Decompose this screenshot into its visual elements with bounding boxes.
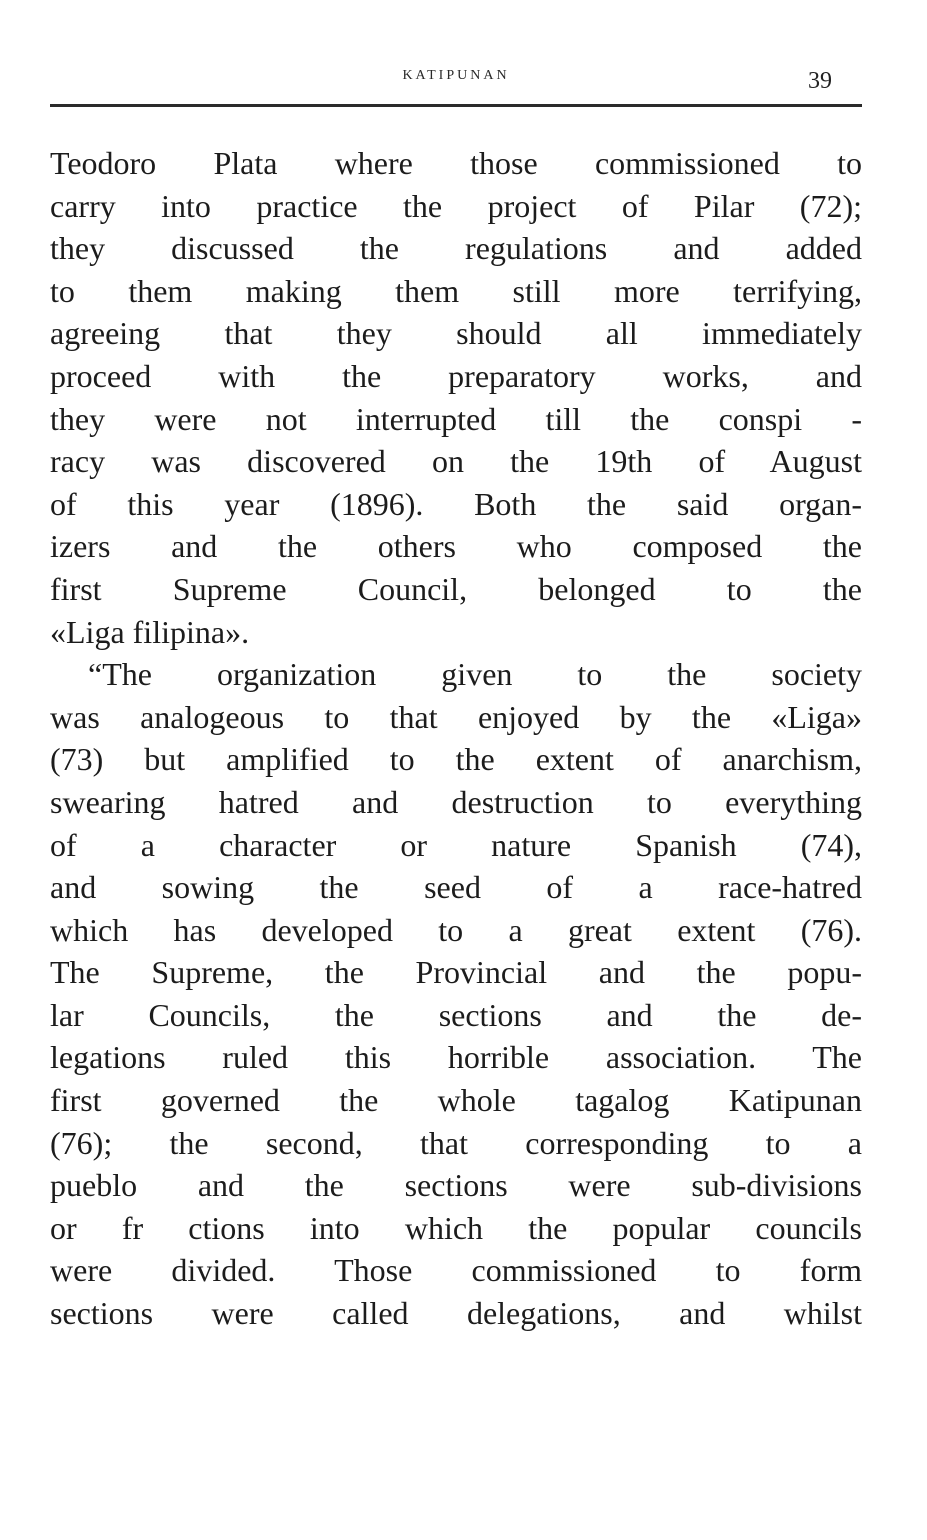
text-line: first governed the whole tagalog Katipunan (50, 1082, 862, 1119)
text-line: lar Councils, the sections and the de- (50, 996, 862, 1033)
page-number: 39 (808, 68, 832, 94)
text-line: “The organization given to the society (88, 656, 862, 693)
text-line: of this year (1896). Both the said organ- (50, 485, 862, 522)
text-line: Teodoro Plata where those commissioned to (50, 145, 862, 181)
text-line: agreeing that they should all immediately (50, 315, 862, 352)
header-rule (50, 104, 862, 107)
text-line: was analogeous to that enjoyed by the «Liga» (50, 698, 862, 735)
text-line: were divided. Those commissioned to form (50, 1252, 862, 1289)
body-text (50, 142, 862, 1335)
text-line: they were not interrupted till the conspi - (50, 400, 862, 437)
text-line: which has developed to a great extent (76). (50, 911, 862, 948)
text-line: The Supreme, the Provincial and the popu- (50, 954, 862, 991)
text-line: legations ruled this horrible association. The (50, 1039, 862, 1076)
text-line: (76); the second, that corresponding to a (50, 1124, 862, 1161)
text-line: «Liga filipina». (50, 613, 250, 650)
text-line: or fr ctions into which the popular councils (50, 1209, 862, 1246)
text-line: izers and the others who composed the (50, 528, 862, 565)
text-line: of a character or nature Spanish (74), (50, 826, 862, 863)
text-line: sections were called delegations, and whilst (50, 1295, 862, 1332)
page-header (50, 58, 862, 112)
text-line: proceed with the preparatory works, and (50, 357, 862, 394)
text-line: carry into practice the project of Pilar (72); (50, 187, 862, 224)
text-line: and sowing the seed of a race-hatred (50, 869, 862, 906)
text-line: first Supreme Council, belonged to the (50, 570, 862, 607)
text-line: swearing hatred and destruction to everything (50, 783, 862, 820)
text-line: pueblo and the sections were sub-divisions (50, 1167, 862, 1204)
text-line: (73) but amplified to the extent of anarchism, (50, 741, 862, 778)
text-line: they discussed the regulations and added (50, 230, 862, 267)
running-head: KATIPUNAN (402, 68, 510, 83)
text-line: racy was discovered on the 19th of August (50, 443, 862, 480)
text-line: to them making them still more terrifying, (50, 272, 862, 309)
